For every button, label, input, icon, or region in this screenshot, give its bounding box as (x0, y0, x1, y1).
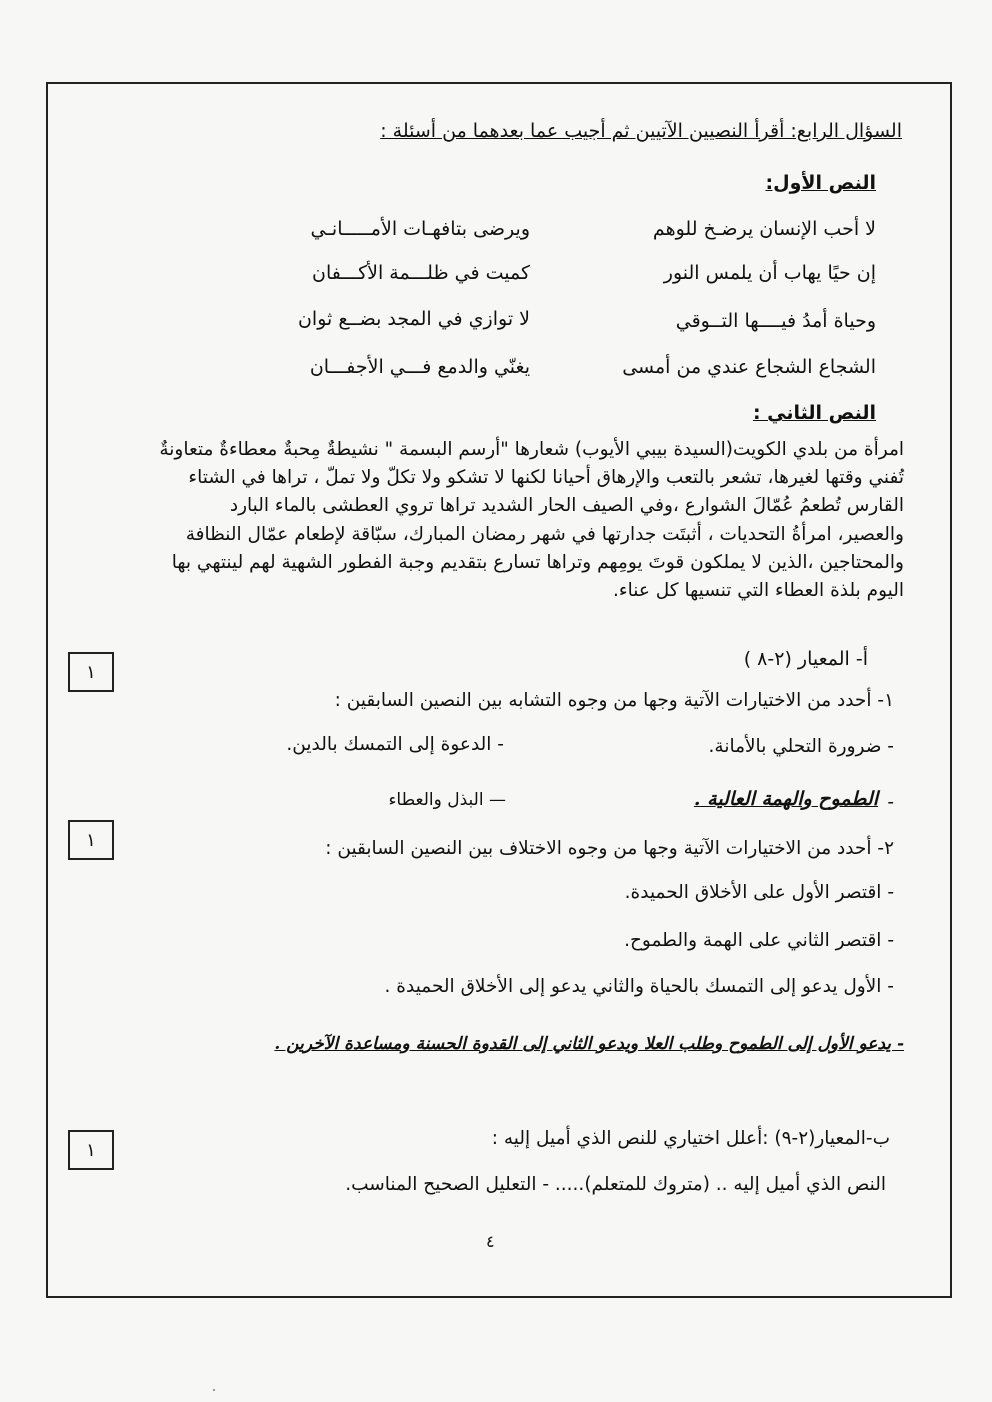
score-box-a: ١ (68, 652, 114, 692)
q1-option-4: — البذل والعطاء (388, 790, 506, 810)
q1-option-2: - الدعوة إلى التمسك بالدين. (286, 734, 504, 755)
q1-option-3-dash: - (887, 792, 894, 813)
verse-4-left: يغنّي والدمع فـــي الأجفـــان (309, 356, 530, 378)
q2-option-4-answer: - يدعو الأول إلى الطموح وطلب العلا ويدعو الثاني إلى القدوة الحسنة ومساعدة الآخرين . (274, 1034, 904, 1054)
q1-prompt: ١- أحدد من الاختيارات الآتية وجها من وجوه التشابه بين النصين السابقين : (334, 690, 894, 711)
text2-line: امرأة من بلدي الكويت(السيدة بيبي الأيوب) شعارها "أرسم البسمة " نشيطةٌ مِحبةٌ معطاءةٌ متعاونةٌ (159, 439, 904, 460)
question-title: السؤال الرابع: أقرأ النصيين الآتيين ثم أجيب عما بعدهما من أسئلة : (380, 120, 902, 142)
page-number: ٤ (486, 1232, 495, 1251)
verse-4-right: الشجاع الشجاع عندي من أمسى (622, 356, 876, 378)
verse-2-left: كميت في ظلـــمة الأكـــفان (312, 262, 530, 284)
criterion-a-label: أ- المعيار (٢-٨ ) (743, 648, 868, 670)
score-box-q2: ١ (68, 820, 114, 860)
verse-2-right: إن حيًا يهاب أن يلمس النور (663, 262, 876, 284)
verse-3-left: لا توازي في المجد بضــع ثوان (297, 308, 530, 330)
score-box-b: ١ (68, 1130, 114, 1170)
criterion-b-answer: النص الذي أميل إليه .. (متروك للمتعلم)..... - التعليل الصحيح المناسب. (345, 1174, 886, 1195)
q1-option-1: - ضرورة التحلي بالأمانة. (708, 736, 894, 757)
q1-option-3-answer: الطموح والهمة العالية . (693, 788, 878, 810)
text2-heading: النص الثاني : (752, 402, 876, 424)
verse-1-left: ويرضى بتافهـات الأمـــــانـي (310, 218, 530, 240)
text2-line: القارس تُطعمُ عُمّالَ الشوارع ،وفي الصيف الحار الشديد تراها تروي العطشى بالماء البارد (229, 495, 904, 517)
text2-line: اليوم بلذة العطاء التي تنسيها كل عناء. (613, 580, 904, 602)
verse-3-right: وحياة أمدُ فيــــها التــوقي (675, 310, 876, 332)
q2-option-2: - اقتصر الثاني على الهمة والطموح. (624, 930, 894, 951)
text2-line: والعصير، امرأةُ التحديات ، أثبتَت جدارتها في شهر رمضان المبارك، سبّاقة لإطعام عمّال النظافة (185, 523, 904, 545)
text2-line: والمحتاجين ،الذين لا يملكون قوتَ يومِهم وتراها تسارع بتقديم وجبة الفطور الشهية لهم لينتهي بها (171, 551, 904, 573)
scan-speck (213, 1389, 215, 1391)
q2-option-1: - اقتصر الأول على الأخلاق الحميدة. (624, 882, 894, 903)
text2-line: تُفني وقتها لغيرها، تشعر بالتعب والإرهاق أحيانا لكنها لا تشكو ولا تكلّ ولا تملّ ، تراها في الشتاء (188, 467, 904, 489)
q2-option-3: - الأول يدعو إلى التمسك بالحياة والثاني يدعو إلى الأخلاق الحميدة . (384, 976, 894, 997)
criterion-b-label: ب-المعيار(٢-٩) :أعلل اختياري للنص الذي أميل إليه : (491, 1128, 890, 1149)
text1-heading: النص الأول: (765, 172, 876, 194)
text2-paragraph (96, 436, 904, 605)
verse-1-right: لا أحب الإنسان يرضـخ للوهم (652, 218, 876, 240)
q2-prompt: ٢- أحدد من الاختيارات الآتية وجها من وجوه الاختلاف بين النصين السابقين : (325, 838, 894, 859)
